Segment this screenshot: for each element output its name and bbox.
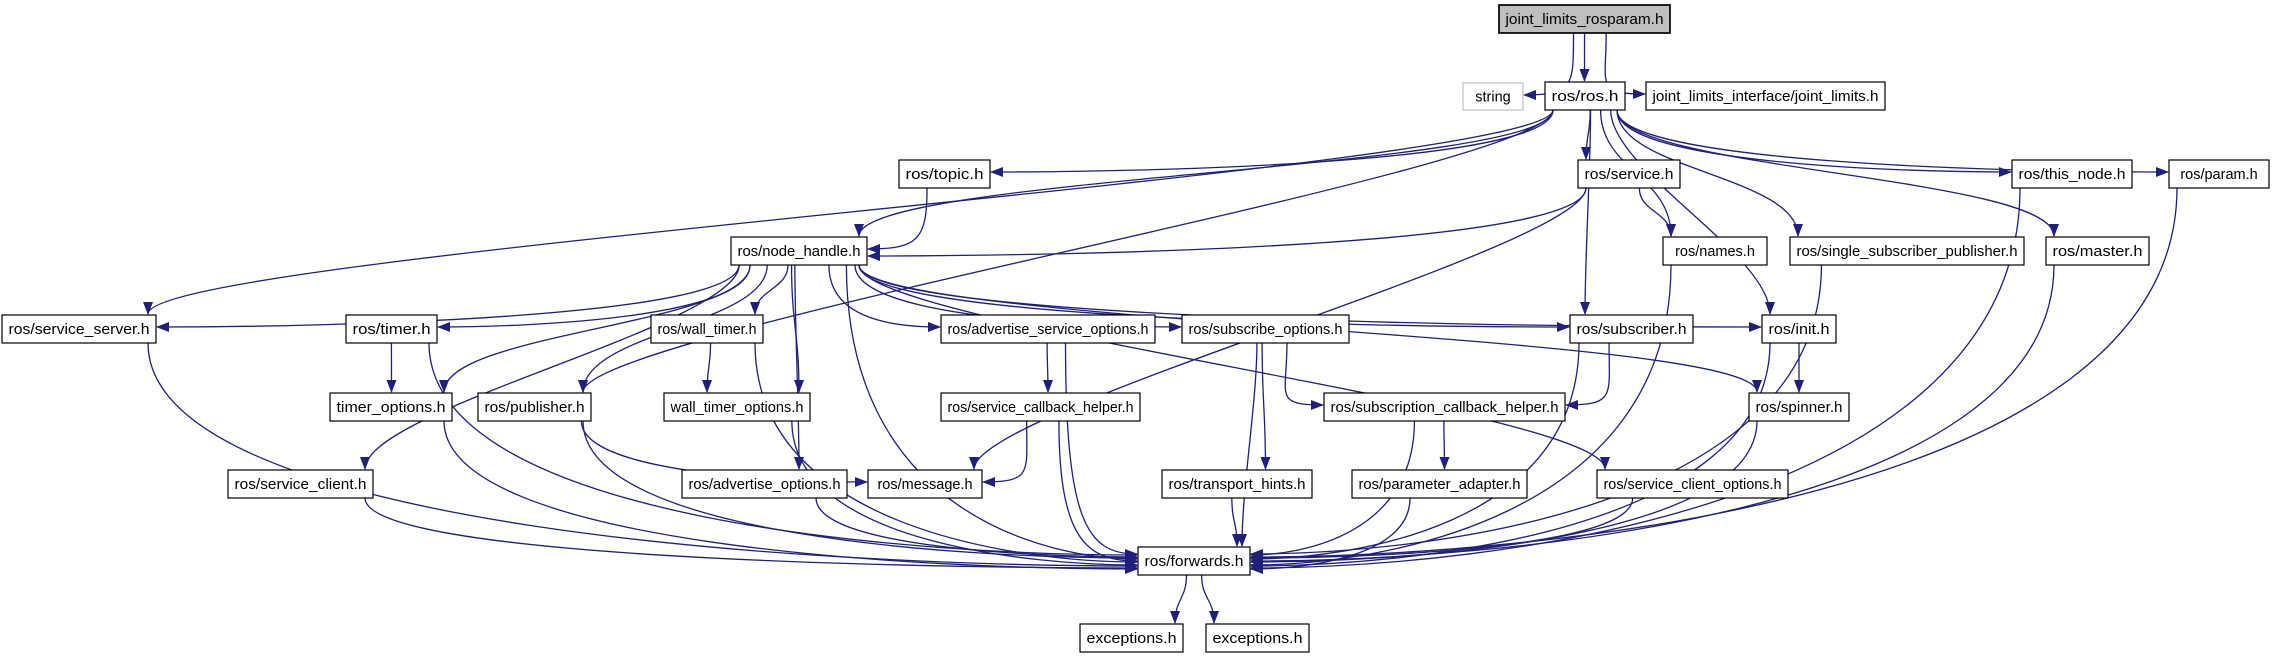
node-rosh[interactable] xyxy=(1545,82,1625,110)
node-jlr[interactable] xyxy=(1499,5,1670,33)
node-label-rosh: ros/ros.h xyxy=(1551,89,1619,105)
node-subscriber[interactable] xyxy=(1570,315,1693,343)
node-label-service: ros/service.h xyxy=(1584,167,1674,183)
include-edge-transport_hints-to-forwards xyxy=(1232,498,1237,546)
include-edge-node_handle-to-service_client xyxy=(365,265,739,469)
node-spinner[interactable] xyxy=(1749,393,1849,421)
node-jli[interactable] xyxy=(1646,82,1885,110)
node-service_client[interactable] xyxy=(228,470,373,498)
node-label-sco: ros/service_client_options.h xyxy=(1603,477,1782,493)
node-label-ssp: ros/single_subscriber_publisher.h xyxy=(1796,244,2018,260)
node-label-jlr: joint_limits_rosparam.h xyxy=(1504,12,1664,28)
node-param[interactable] xyxy=(2169,160,2269,188)
include-edge-rosh-to-init xyxy=(1611,110,1770,314)
include-edge-aso-to-scb xyxy=(1047,343,1048,392)
edge-layer xyxy=(148,33,2177,623)
include-edge-forwards-to-exceptions_a xyxy=(1175,575,1187,623)
include-edge-wall_timer-to-forwards xyxy=(755,343,1137,562)
node-label-service_server: ros/service_server.h xyxy=(8,322,150,338)
node-label-timer: ros/timer.h xyxy=(352,322,431,338)
node-label-publisher: ros/publisher.h xyxy=(484,400,585,416)
node-label-node_handle: ros/node_handle.h xyxy=(737,244,861,260)
include-edge-subscriber-to-forwards xyxy=(1251,343,1579,559)
include-edge-scb-to-message xyxy=(983,421,1027,482)
include-edge-init-to-forwards xyxy=(1251,343,1770,566)
include-edge-node_handle-to-sco xyxy=(859,265,1605,469)
include-edge-subscribe_options-to-sub_cb xyxy=(1285,343,1323,405)
node-master[interactable] xyxy=(2046,237,2149,265)
node-names[interactable] xyxy=(1663,237,1767,265)
include-edge-rosh-to-topic xyxy=(991,110,1553,172)
node-label-service_client: ros/service_client.h xyxy=(234,477,367,493)
node-label-subscribe_options: ros/subscribe_options.h xyxy=(1188,322,1343,338)
node-label-message: ros/message.h xyxy=(877,477,973,493)
include-edge-service_server-to-forwards xyxy=(148,343,1137,566)
node-label-timer_options: timer_options.h xyxy=(336,400,446,416)
node-label-string: string xyxy=(1475,89,1511,106)
node-transport_hints[interactable] xyxy=(1162,470,1312,498)
node-message[interactable] xyxy=(868,470,982,498)
node-label-scb: ros/service_callback_helper.h xyxy=(947,400,1134,416)
node-aso[interactable] xyxy=(941,315,1155,343)
node-timer_options[interactable] xyxy=(330,393,452,421)
node-timer[interactable] xyxy=(346,315,437,343)
node-topic[interactable] xyxy=(899,160,990,188)
node-exceptions_b[interactable] xyxy=(1206,624,1309,652)
node-ssp[interactable] xyxy=(1790,237,2024,265)
include-edge-subscribe_options-to-forwards xyxy=(1242,343,1257,546)
node-wall_timer_options[interactable] xyxy=(664,393,810,421)
node-exceptions_a[interactable] xyxy=(1080,624,1183,652)
node-init[interactable] xyxy=(1762,315,1836,343)
node-label-names: ros/names.h xyxy=(1675,244,1755,260)
include-edge-node_handle-to-aso xyxy=(829,265,940,327)
node-advertise_options[interactable] xyxy=(682,470,847,498)
node-label-wall_timer_options: wall_timer_options.h xyxy=(669,400,804,416)
include-edge-rosh-to-service_server xyxy=(148,110,1553,314)
include-edge-aso-to-forwards xyxy=(1066,343,1137,554)
node-service_server[interactable] xyxy=(2,315,156,343)
node-this_node[interactable] xyxy=(2012,160,2132,188)
node-parameter_adapter[interactable] xyxy=(1352,470,1527,498)
node-label-topic: ros/topic.h xyxy=(905,167,984,183)
node-node_handle[interactable] xyxy=(731,237,867,265)
node-label-spinner: ros/spinner.h xyxy=(1755,400,1843,416)
include-edge-wall_timer-to-wall_timer_options xyxy=(707,343,711,392)
node-string xyxy=(1463,83,1523,110)
node-label-advertise_options: ros/advertise_options.h xyxy=(688,477,841,493)
node-label-parameter_adapter: ros/parameter_adapter.h xyxy=(1358,477,1521,493)
node-label-aso: ros/advertise_service_options.h xyxy=(947,322,1149,338)
include-edge-timer-to-forwards xyxy=(429,343,1137,555)
include-edge-rosh-to-master xyxy=(1617,110,2054,236)
node-label-init: ros/init.h xyxy=(1768,322,1830,338)
node-sub_cb[interactable] xyxy=(1324,393,1565,421)
node-wall_timer[interactable] xyxy=(651,315,763,343)
node-label-transport_hints: ros/transport_hints.h xyxy=(1168,477,1306,493)
node-label-exceptions_a: exceptions.h xyxy=(1086,631,1177,647)
node-label-wall_timer: ros/wall_timer.h xyxy=(657,322,757,338)
include-edge-sco-to-forwards xyxy=(1251,498,1633,558)
node-label-sub_cb: ros/subscription_callback_helper.h xyxy=(1330,400,1559,416)
node-label-exceptions_b: exceptions.h xyxy=(1212,631,1303,647)
node-subscribe_options[interactable] xyxy=(1182,315,1349,343)
node-publisher[interactable] xyxy=(478,393,591,421)
include-edge-subscribe_options-to-transport_hints xyxy=(1262,343,1265,469)
node-label-param: ros/param.h xyxy=(2180,167,2258,183)
node-label-forwards: ros/forwards.h xyxy=(1144,554,1244,570)
include-edge-advertise_options-to-forwards xyxy=(816,498,1137,557)
include-edge-topic-to-node_handle xyxy=(868,188,927,249)
include-edge-publisher-to-forwards xyxy=(583,421,1137,558)
include-edge-node_handle-to-wall_timer xyxy=(755,265,788,314)
node-forwards[interactable] xyxy=(1138,547,1250,575)
node-sco[interactable] xyxy=(1597,470,1788,498)
include-edge-sub_cb-to-parameter_adapter xyxy=(1444,421,1445,469)
node-label-subscriber: ros/subscriber.h xyxy=(1576,322,1687,338)
node-label-this_node: ros/this_node.h xyxy=(2018,167,2126,183)
node-label-master: ros/master.h xyxy=(2052,244,2143,260)
include-edge-forwards-to-exceptions_b xyxy=(1202,575,1214,623)
node-label-jli: joint_limits_interface/joint_limits.h xyxy=(1651,89,1879,105)
node-scb[interactable] xyxy=(941,393,1140,421)
node-service[interactable] xyxy=(1578,160,1680,188)
